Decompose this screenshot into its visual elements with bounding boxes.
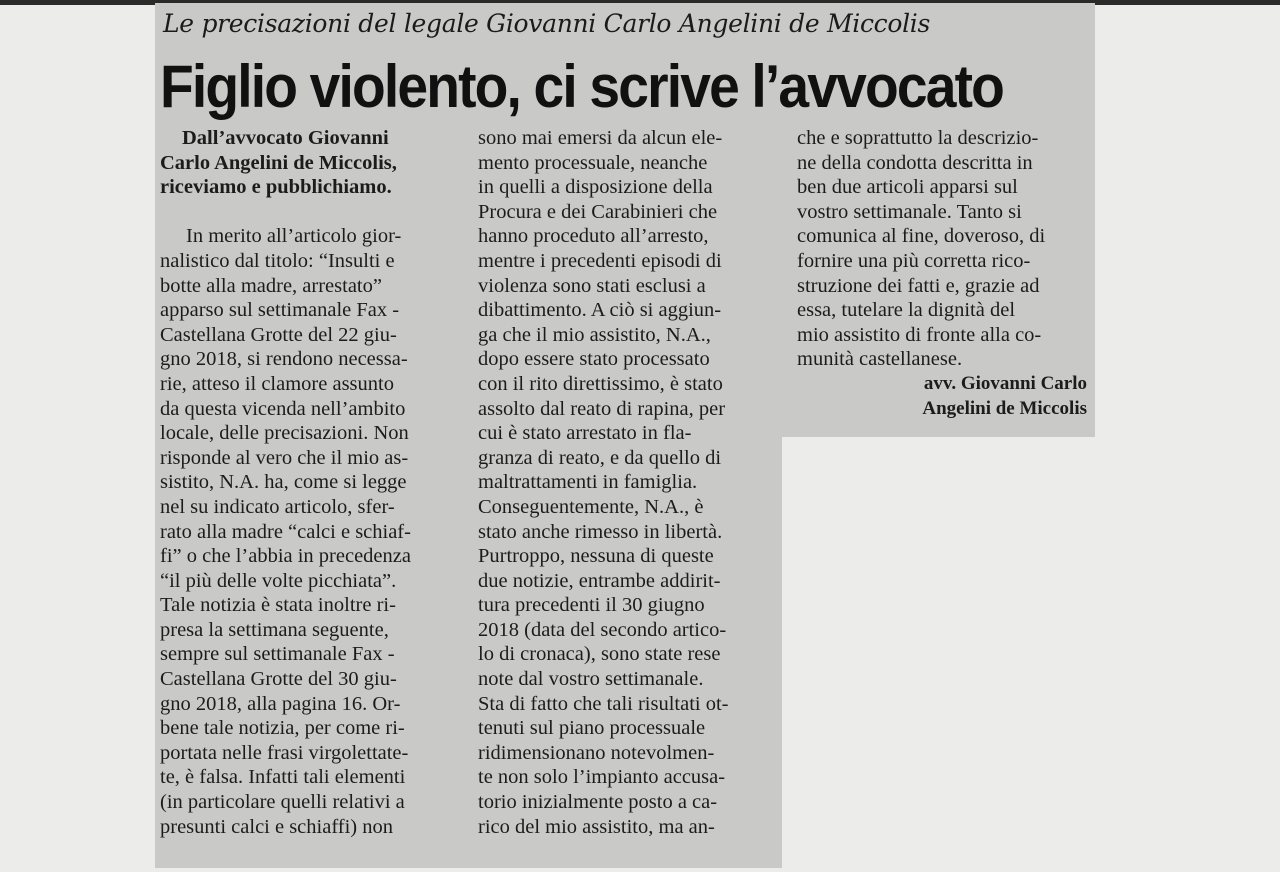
text-line: sempre sul settimanale Fax - bbox=[160, 643, 395, 666]
text-line: Tale notizia è stata inoltre ri- bbox=[160, 594, 396, 617]
text-line: Procura e dei Carabinieri che bbox=[478, 200, 718, 223]
article-column-2 bbox=[478, 126, 773, 839]
text-line: mio assistito di fronte alla co- bbox=[797, 323, 1042, 346]
text-line: rie, atteso il clamore assunto bbox=[160, 372, 394, 395]
text-line: botte alla madre, arrestato” bbox=[160, 274, 382, 297]
text-line: fi” o che l’abbia in precedenza bbox=[160, 545, 411, 568]
text-line: (in particolare quelli relativi a bbox=[160, 791, 405, 814]
text-line: granza di reato, e da quello di bbox=[478, 446, 722, 469]
article-signature bbox=[797, 372, 1087, 421]
text-line: torio inizialmente posto a ca- bbox=[478, 791, 718, 814]
article-column-1 bbox=[160, 126, 460, 839]
text-line: assolto dal reato di rapina, per bbox=[478, 397, 726, 420]
text-line: violenza sono stati esclusi a bbox=[478, 274, 706, 297]
text-line: Castellana Grotte del 30 giu- bbox=[160, 668, 397, 691]
text-line: note dal vostro settimanale. bbox=[478, 668, 704, 691]
text-line: con il rito direttissimo, è stato bbox=[478, 372, 723, 395]
signature-line: avv. Giovanni Carlo bbox=[923, 372, 1087, 394]
clipping-cutout bbox=[782, 437, 1102, 872]
intro-line: Carlo Angelini de Miccolis, bbox=[160, 151, 397, 174]
text-line: munità castellanese. bbox=[797, 348, 963, 371]
text-line: locale, delle precisazioni. Non bbox=[160, 422, 409, 445]
text-line: ga che il mio assistito, N.A., bbox=[478, 323, 711, 346]
text-line: gno 2018, alla pagina 16. Or- bbox=[160, 692, 401, 715]
text-line: due notizie, entrambe addirit- bbox=[478, 569, 721, 592]
text-line: da questa vicenda nell’ambito bbox=[160, 397, 406, 420]
intro-line: Dall’avvocato Giovanni bbox=[182, 127, 389, 149]
text-line: dopo essere stato processato bbox=[478, 348, 710, 371]
text-line: rato alla madre “calci e schiaf- bbox=[160, 520, 411, 543]
text-line: tura precedenti il 30 giugno bbox=[478, 594, 705, 617]
text-line: mentre i precedenti episodi di bbox=[478, 249, 722, 272]
text-line: presunti calci e schiaffi) non bbox=[160, 815, 394, 838]
text-line: hanno proceduto all’arresto, bbox=[478, 225, 709, 248]
text-line: In merito all’articolo gior- bbox=[186, 225, 402, 248]
article-kicker: Le precisazioni del legale Giovanni Carlo Angelini de Miccolis bbox=[163, 9, 931, 38]
intro-line: riceviamo e pubblichiamo. bbox=[160, 176, 392, 199]
text-line: “il più delle volte picchiata”. bbox=[160, 569, 397, 592]
text-line: in quelli a disposizione della bbox=[478, 176, 713, 199]
text-line: apparso sul settimanale Fax - bbox=[160, 299, 400, 322]
signature-line: Angelini de Miccolis bbox=[922, 397, 1087, 419]
text-line: ridimensionano notevolmen- bbox=[478, 741, 715, 764]
text-line: tenuti sul piano processuale bbox=[478, 717, 706, 740]
text-line: cui è stato arrestato in fla- bbox=[478, 422, 692, 445]
text-line: Sta di fatto che tali risultati ot- bbox=[478, 692, 729, 715]
text-line: sono mai emersi da alcun ele- bbox=[478, 127, 723, 149]
paragraph-gap bbox=[160, 200, 460, 225]
text-line: ben due articoli apparsi sul bbox=[797, 176, 1018, 199]
text-line: mento processuale, neanche bbox=[478, 151, 708, 174]
text-line: vostro settimanale. Tanto si bbox=[797, 200, 1022, 223]
article-column-3 bbox=[797, 126, 1087, 421]
text-line: sistito, N.A. ha, come si legge bbox=[160, 471, 407, 494]
article-headline: Figlio violento, ci scrive l’avvocato bbox=[160, 53, 1004, 120]
text-line: stato anche rimesso in libertà. bbox=[478, 520, 723, 543]
text-line: essa, tutelare la dignità del bbox=[797, 299, 1016, 322]
column-1-body bbox=[160, 224, 460, 839]
text-line: fornire una più corretta rico- bbox=[797, 249, 1031, 272]
text-line: maltrattamenti in famiglia. bbox=[478, 471, 698, 494]
text-line: presa la settimana seguente, bbox=[160, 618, 389, 641]
text-line: Conseguentemente, N.A., è bbox=[478, 495, 704, 518]
text-line: dibattimento. A ciò si aggiun- bbox=[478, 299, 722, 322]
text-line: Castellana Grotte del 22 giu- bbox=[160, 323, 397, 346]
text-line: portata nelle frasi virgolettate- bbox=[160, 741, 409, 764]
text-line: rico del mio assistito, ma an- bbox=[478, 815, 715, 838]
article-intro bbox=[160, 126, 460, 200]
text-line: ne della condotta descritta in bbox=[797, 151, 1033, 174]
text-line: che e soprattutto la descrizio- bbox=[797, 127, 1039, 149]
text-line: Purtroppo, nessuna di queste bbox=[478, 545, 714, 568]
text-line: nalistico dal titolo: “Insulti e bbox=[160, 249, 395, 272]
text-line: comunica al fine, doveroso, di bbox=[797, 225, 1046, 248]
text-line: 2018 (data del secondo artico- bbox=[478, 618, 727, 641]
text-line: risponde al vero che il mio as- bbox=[160, 446, 409, 469]
text-line: te, è falsa. Infatti tali elementi bbox=[160, 766, 406, 789]
text-line: gno 2018, si rendono necessa- bbox=[160, 348, 408, 371]
text-line: struzione dei fatti e, grazie ad bbox=[797, 274, 1040, 297]
text-line: lo di cronaca), sono state rese bbox=[478, 643, 721, 666]
text-line: bene tale notizia, per come ri- bbox=[160, 717, 405, 740]
text-line: te non solo l’impianto accusa- bbox=[478, 766, 726, 789]
text-line: nel su indicato articolo, sfer- bbox=[160, 495, 395, 518]
